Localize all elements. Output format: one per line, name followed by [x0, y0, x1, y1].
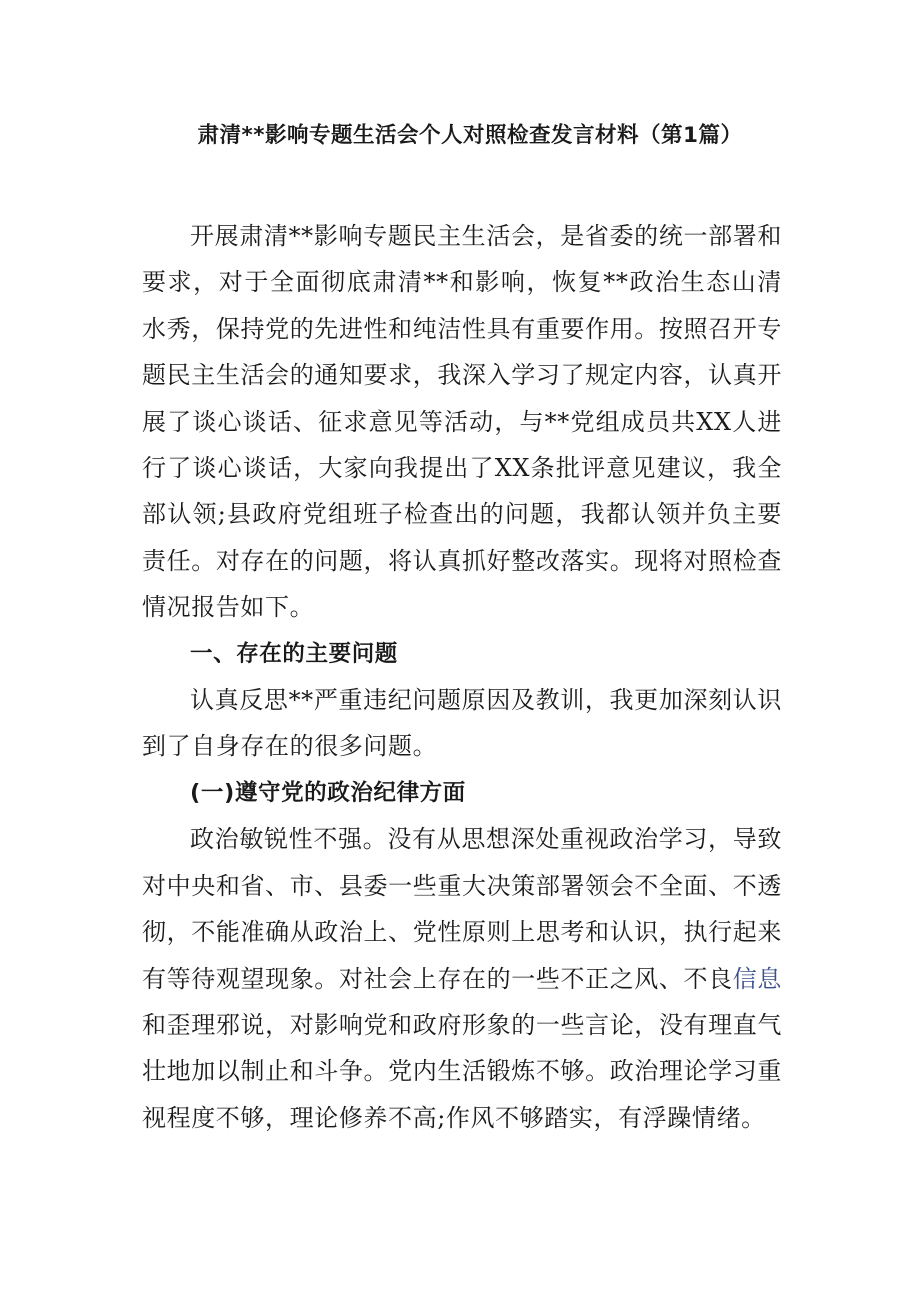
intro-paragraph: 开展肃清**影响专题民主生活会，是省委的统一部署和要求，对于全面彻底肃清**和影响，恢复**政治生态山清水秀，保持党的先进性和纯洁性具有重要作用。按照召开专题民主生活会的通知要求，我深入学习了规定内容，认真开展了谈心谈话、征求意见等活动，与**党组成员共XX人进行了谈心谈话，大家向我提出了XX条批评意见建议，我全部认领;县政府党组班子检查出的问题，我都认领并负主要责任。对存在的问题，将认真抓好整改落实。现将对照检查情况报告如下。	[142, 222, 782, 622]
subsection-heading-political-discipline: (一)遵守党的政治纪律方面	[190, 779, 466, 806]
subsection-paragraph-political-discipline	[142, 816, 782, 1141]
document-body	[142, 213, 782, 1141]
section-heading-main-problems: 一、存在的主要问题	[190, 640, 398, 667]
info-link[interactable]: 信息	[732, 964, 782, 993]
document-title: 肃清**影响专题生活会个人对照检查发言材料（第1篇）	[197, 123, 743, 148]
paragraph-text-part-2: 和歪理邪说，对影响党和政府形象的一些言论，没有理直气壮地加以制止和斗争。党内生活锻炼不够。政治理论学习重视程度不够，理论修养不高;作风不够踏实，有浮躁情绪。	[142, 1010, 782, 1132]
paragraph-text-part-1: 政治敏锐性不强。没有从思想深处重视政治学习，导致对中央和省、市、县委一些重大决策部署领会不全面、不透彻，不能准确从政治上、党性原则上思考和认识，执行起来有等待观望现象。对社会上存在的一些不正之风、不良	[142, 825, 782, 993]
section-paragraph-reflection: 认真反思**严重违纪问题原因及教训，我更加深刻认识到了自身存在的很多问题。	[142, 686, 782, 761]
